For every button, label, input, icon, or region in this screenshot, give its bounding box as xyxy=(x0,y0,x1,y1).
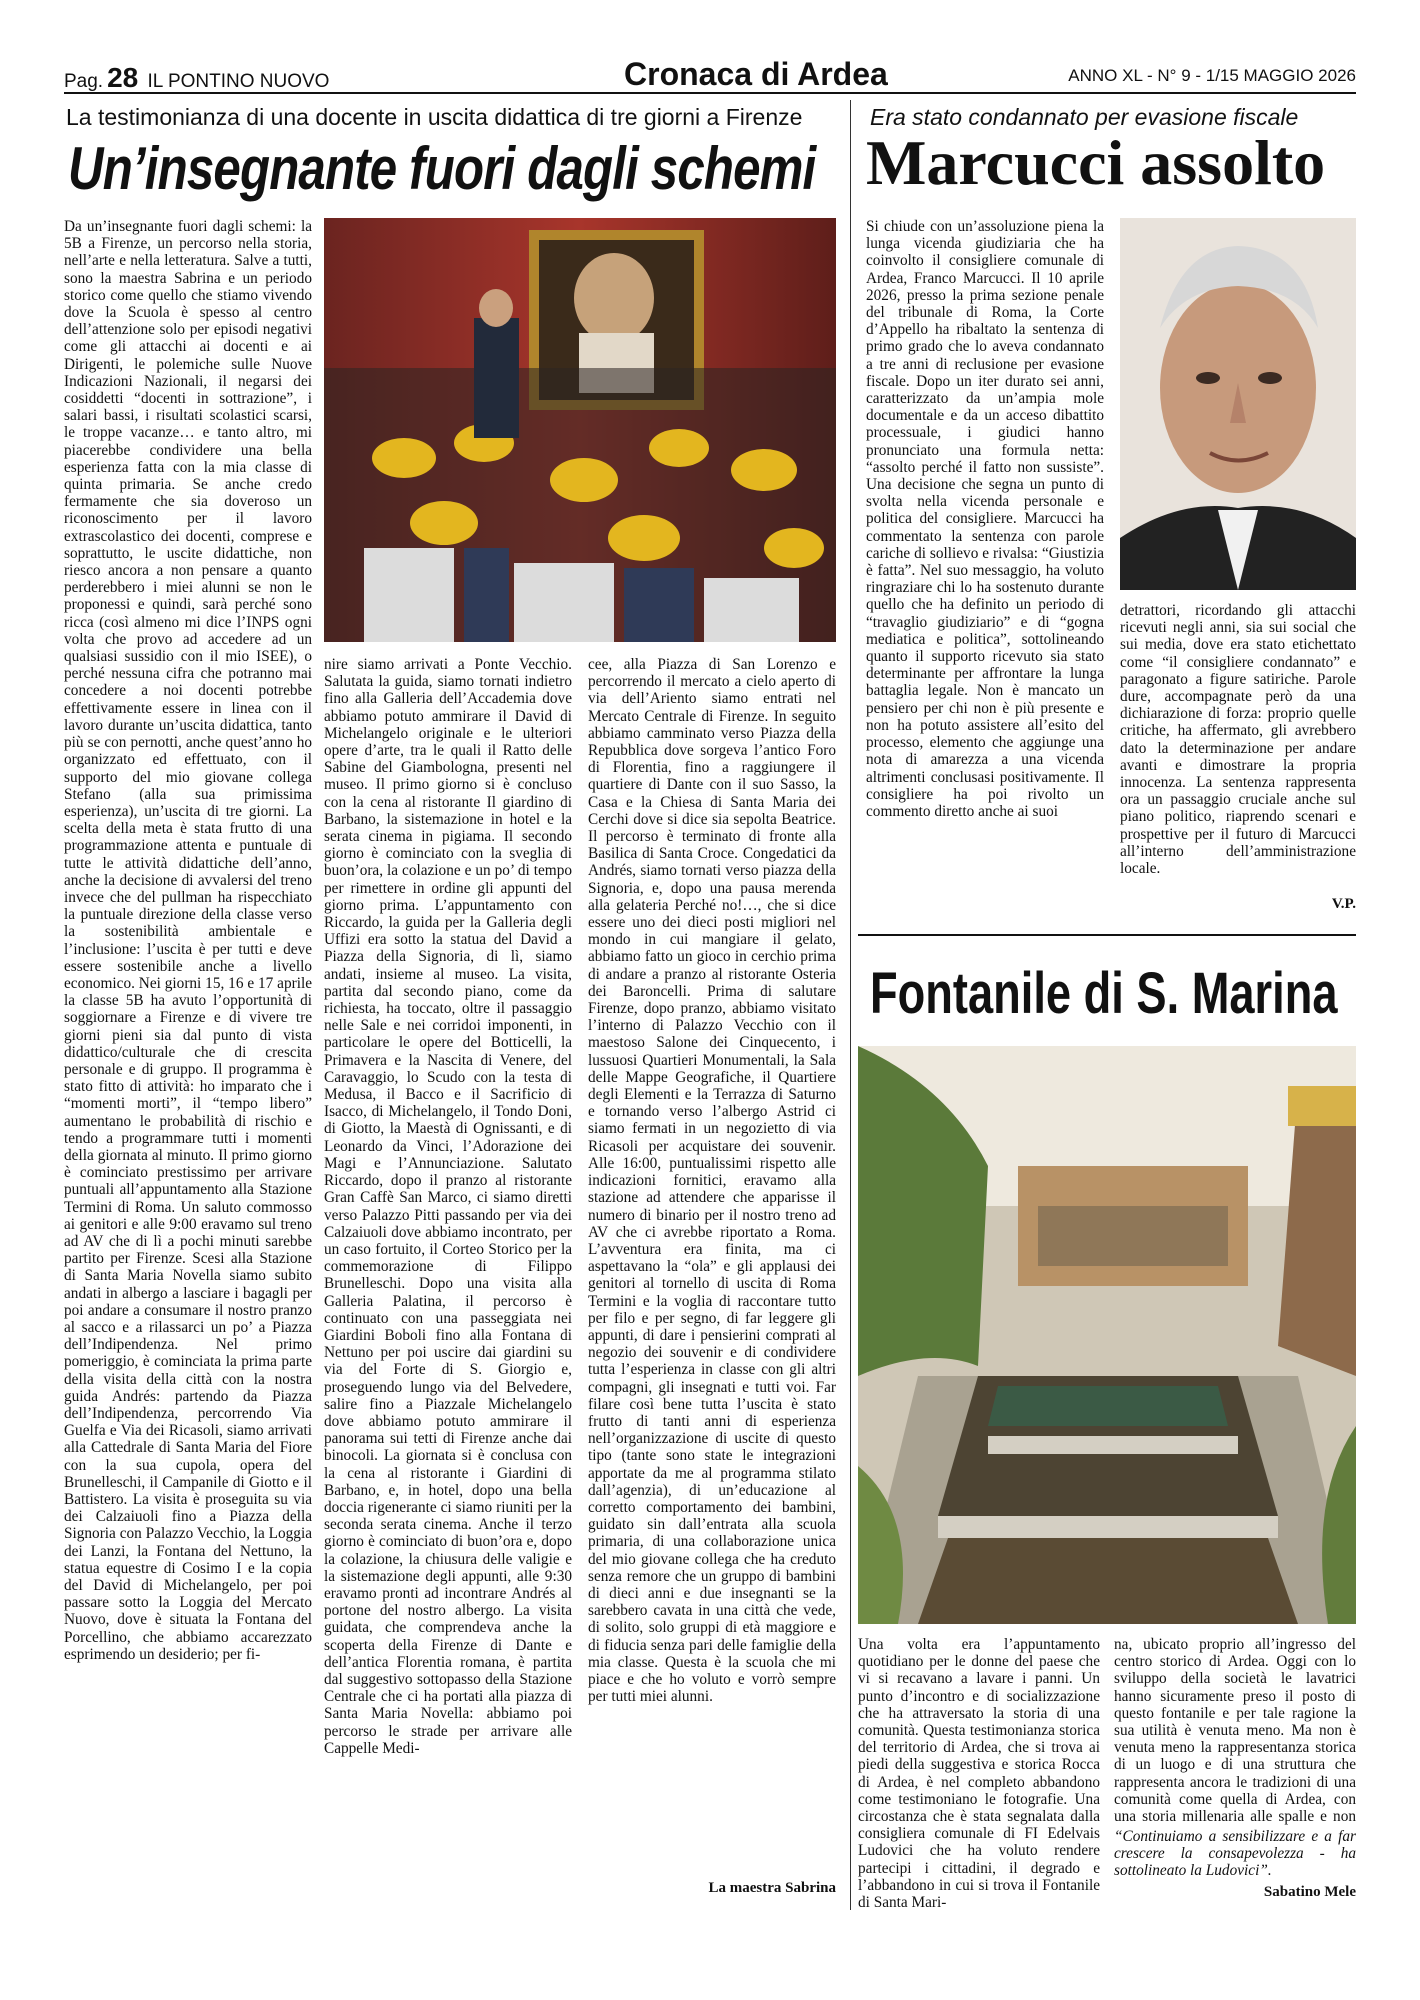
article2-signature: V.P. xyxy=(1331,896,1356,912)
article2-column-2 xyxy=(1120,602,1356,898)
article1-text-3: cee, alla Piazza di San Lorenzo e percorrendo il mercato a cielo aperto di via dell’Ariento siamo entrati nel Mercato Centrale di Firenze. In seguito abbiamo camminato verso Piazza della Repubblica dove sorgeva l’antico Foro di Florentia, fino a raggiungere il quartiere di Dante con il suo Sasso, la Casa e la Chiesa di Santa Maria dei Cerchi dove si dice sia sepolta Beatrice. Il percorso è terminato di fronte alla Basilica di Santa Croce. Congedatici da Andrés, siamo tornati verso piazza della Signoria, e, dopo una pausa merenda alla gelateria Perché no!…, che si dice essere uno dei dieci posti migliori nel mondo in cui mangiare il gelato, abbiamo fatto un gioco in cerchio prima di andare a pranzo al ristorante Osteria dei Baroncelli. Prima di salutare Firenze, dopo pranzo, abbiamo visitato l’interno di Palazzo Vecchio con il maestoso Salone dei Cinquecento, i lussuosi Quartieri Monumentali, la Sala delle Mappe Geografiche, il Quartiere degli Elementi e la Terrazza di Saturno e tornando verso l’albergo Astrid ci siamo fermati in un negozietto di via Ricasoli per acquistare dei souvenir. Alle 16:00, puntualissimi rispetto alle indicazioni fornitici, eravamo alla stazione ad attendere che apparisse il numero di binario per il nostro treno ad AV che ci avrebbe riportato a Roma. L’avventura era finita, ma ci aspettavano la “ola” e gli applausi dei genitori al tornello di uscita di Roma Termini e la voglia di raccontare tutto per filo e per segno, di far leggere gli appunti, di dare i pensierini comprati al negozio dei souvenir e di condividere tutta l’esperienza in classe con gli altri compagni, gli insegnati e tutti voi. Far filare così bene tutta l’uscita è stato frutto di tanti anni di esperienza nell’organizzazione di uscite di questo tipo (tante sono state le integrazioni apportate da me al programma stilato dall’agenzia), di un’educazione al corretto comportamento dei bambini, guidato sin dall’entrata alla scuola primaria, di una collaborazione unica del mio giovane collega che ha creduto senza remore che un gruppo di bambini di dieci anni e due insegnanti se la sarebbero cavata in una città che vede, di solito, solo gruppi di età maggiore e di fiducia senza pari delle famiglie della mia classe. Questa è la scuola che mi piace e che ho voluto e vorrò sempre per tutti miei alunni. xyxy=(588,656,836,1706)
fontanile-photo xyxy=(858,1046,1356,1624)
article3-quote xyxy=(1114,1828,1356,1882)
page-number-block xyxy=(64,62,329,94)
article3-column-1 xyxy=(858,1636,1100,1912)
issue-info: ANNO XL - N° 9 - 1/15 MAGGIO 2026 xyxy=(1068,66,1356,85)
article1-column-2 xyxy=(324,656,572,1906)
article3-text-1: Una volta era l’appuntamento quotidiano per le donne del paese che vi si recavano a lavare i panni. Un punto d’incontro e di socializzazione che ha attraversato la storia di una comunità. Questa testimonianza storica del territorio di Ardea, che si trova ai piedi della suggestiva e storica Rocca di Ardea, è nel completo abbandono come testimoniano le fotografie. Una circostanza che è stata segnalata dalla consigliera comunale di FI Edelvais Ludovici che ha voluto rendere partecipi i cittadini, il degrado e l’abbandono in cui si trova il Fontanile di Santa Mari- xyxy=(858,1636,1100,1912)
page-number: 28 xyxy=(107,62,139,93)
article1-column-3 xyxy=(588,656,836,1878)
article2-text-1: Si chiude con un’assoluzione piena la lunga vicenda giudiziaria che ha coinvolto il consigliere comunale di Ardea, Franco Marcucci. Il 10 aprile 2026, presso la prima sezione penale del tribunale di Roma, la Corte d’Appello ha ribaltato la sentenza di primo grado che lo aveva condannato a tre anni di reclusione per evasione fiscale. Dopo un iter durato sei anni, caratterizzato da un’ampia mole documentale e da un acceso dibattito processuale, i giudici hanno pronunciato una formula netta: “assolto perché il fatto non sussiste”. Una decisione che segna un punto di svolta nella vicenda personale e politica del consigliere. Marcucci ha commentato la sentenza con parole cariche di sollievo e rivalsa: “Giustizia è fatta”. Nel suo messaggio, ha voluto ringraziare chi lo ha sostenuto durante quello che ha definito un periodo di “travaglio giudiziario” e di “gogna mediatica e politica”, sottolineando quanto il supporto ricevuto sia stato determinante per affrontare la lunga battaglia legale. Non è mancato un pensiero per chi non è più presente e non ha potuto assistere all’esito del processo, elemento che aggiunge una nota di amarezza a una vicenda altrimenti conclusasi positivamente. Il consigliere ha poi rivolto un commento diretto anche ai suoi xyxy=(866,218,1104,820)
article1-kicker: La testimonianza di una docente in uscita didattica di tre giorni a Firenze xyxy=(66,104,803,130)
article2-text-2: detrattori, ricordando gli attacchi ricevuti negli anni, sia sui social che sui media, dove era stato etichettato come “il consigliere condannato” e paragonato a figure satiriche. Parole dure, accompagnate però da una dichiarazione di forza: proprio quelle critiche, ha affermato, gli avrebbero dato la determinazione per andare avanti e dimostrare la propria innocenza. La sentenza rappresenta ora un passaggio cruciale anche sul piano politico, riaprendo scenari e prospettive per il futuro di Marcucci all’interno dell’amministrazione locale. xyxy=(1120,602,1356,878)
article1-text-2: nire siamo arrivati a Ponte Vecchio. Salutata la guida, siamo tornati indietro fino alla Galleria dell’Accademia dove abbiamo potuto ammirare il David di Michelangelo originale e le ulteriori opere d’arte, tra le quali il Ratto delle Sabine del Giambologna, presenti nel museo. Il primo giorno si è concluso con la cena al ristorante Il giardino di Barbano, la sistemazione in hotel e la serata cinema in pigiama. Il secondo giorno è cominciato con la sveglia di buon’ora, la colazione e un po’ di tempo per rimettere in ordine gli appunti del giorno prima. L’appuntamento con Riccardo, la guida per la Galleria degli Uffizi era sotto la statua del David a Piazza della Signoria, di lì, siamo andati, insieme al museo. La visita, partita dal secondo piano, come da richiesta, ha toccato, oltre il passaggio nelle Sale e nei corridoi imponenti, in particolare le opere del Botticelli, la Primavera e la Nascita di Venere, del Caravaggio, lo Scudo con la testa di Medusa, il Bacco e il Sacrificio di Isacco, di Michelangelo, il Tondo Doni, di Giotto, la Maestà di Ognissanti, e di Leonardo da Vinci, l’Adorazione dei Magi e l’Annunciazione. Salutato Riccardo, dopo il pranzo al ristorante Gran Caffè San Marco, ci siamo diretti verso Palazzo Pitti passando per via dei Calzaiuoli dove abbiamo incontrato, per un caso fortuito, il Corteo Storico per la commemorazione di Filippo Brunelleschi. Dopo una visita alla Galleria Palatina, il percorso è continuato con una passeggiata nei Giardini Boboli fino alla Fontana di Nettuno per poi uscire dai giardini su via del Forte di S. Giorgio e, proseguendo lungo via del Belvedere, salire fino a Piazzale Michelangelo dove abbiamo potuto ammirare il panorama sui tetti di Firenze anche dai binocoli. La giornata si è conclusa con la cena al ristorante i Giardini di Barbano, e, in hotel, dopo una bella doccia rigenerante ci siamo riuniti per la seconda serata cinema. Anche il terzo giorno è cominciato di buon’ora e, dopo la colazione, la chiusura delle valigie e la sistemazione degli appunti, alle 9:30 eravamo pronti ad incontrare Andrés al portone del nostro albergo. La visita guidata, che comprendeva anche la scoperta della Firenze di Dante e dell’antica Florentia romana, è partita dal suggestivo sottopasso della Stazione Centrale che ci ha portati alla piazza di Santa Maria Novella: abbiamo poi percorso le strade per arrivare alle Cappelle Medi- xyxy=(324,656,572,1757)
article3-signature: Sabatino Mele xyxy=(1263,1884,1356,1900)
article2-column-1 xyxy=(866,218,1104,910)
newspaper-name: IL PONTINO NUOVO xyxy=(147,71,330,92)
article3-title: Fontanile di S. Marina xyxy=(870,961,1338,1026)
article1-text-1: Da un’insegnante fuori dagli schemi: la 5B a Firenze, un percorso nella storia, nell’arte e nella letteratura. Salve a tutti, sono la maestra Sabrina e un periodo storico come quello che stiamo vivendo dove la Scuola è spesso al centro dell’attenzione solo per episodi negativi come gli attacchi ai docenti e ai Dirigenti, le polemiche sulle Nuove Indicazioni Nazionali, il negarsi dei cosiddetti “docenti in sottrazione”, i salari bassi, i risultati scolastici scarsi, le troppe vacanze… e tanto altro, mi piacerebbe condividere una bella esperienza fatta con la mia classe di quinta primaria. Se anche credo fermamente che sia doveroso un riconoscimento per il lavoro extrascolastico dei docenti, comprese e soprattutto, le uscite didattiche, non riesco ancora a non pensare a quanto perderebbero i miei alunni se non le proponessi e quindi, sarà perché sono ricca (così almeno mi dice l’INPS ogni volta che provo ad accedere ad un qualsiasi sussidio con il mio ISEE), o perché nessuna cifra che potranno mai concedere a noi docenti potrebbe effettivamente essere in linea con il lavoro durante un’uscita didattica, tanto più se con pernotti, anche quest’anno ho organizzato ed effettuato, con il supporto del mio giovane collega Stefano (alla sua primissima esperienza), un’uscita di tre giorni. La scelta della meta è stata frutto di una programmazione attenta e puntuale di tutte le attività didattiche dell’anno, anche la decisione di avvalersi del treno invece che del pullman ha rispecchiato la puntuale direzione della classe verso la sostenibilità ambientale e l’inclusione: l’uscita è per tutti e deve essere sostenibile anche a livello economico. Nei giorni 15, 16 e 17 aprile la classe 5B ha avuto l’opportunità di soggiornare a Firenze e di vivere tre giorni pieni sia dal punto di vista didattico/culturale che di crescita personale e di gruppo. Il programma è stato fitto di attività: ho imparato che i “momenti morti”, il “tempo libero” aumentano le probabilità di rischio e tendo a programmare tutti i momenti della giornata al minuto. Il primo giorno è cominciato prestissimo per arrivare puntuali all’appuntamento alla Stazione Termini di Roma. Un saluto commosso ai genitori e alle 9:00 eravamo sul treno ad AV che di lì a pochi minuti sarebbe partito per Firenze. Scesi alla Stazione di Santa Maria Novella siamo subito andati in albergo a lasciare i bagagli per poi andare a consumare il nostro pranzo al sacco e a rilassarci un po’ a Piazza dell’Indipendenza. Nel primo pomeriggio, è cominciata la prima parte della visita della città con la nostra guida Andrés: partendo da Piazza dell’Indipendenza, percorrendo Via Guelfa e Via dei Ricasoli, siamo arrivati alla Cattedrale di Santa Maria del Fiore con la sua cupola, opera del Brunelleschi, il Campanile di Giotto e il Battistero. La visita è proseguita su via dei Calzaiuoli fino a Piazza della Signoria con Palazzo Vecchio, la Loggia dei Lanzi, la Fontana del Nettuno, la statua equestre di Cosimo I e la copia del David di Michelangelo, per poi passare sotto la Loggia del Mercato Nuovo, dove è situata la Fontana del Porcellino, che abbiamo accarezzato esprimendo un desiderio; per fi- xyxy=(64,218,312,1663)
column-divider xyxy=(850,100,851,1910)
article3-quote-text: “Continuiamo a sensibilizzare e a far crescere la consapevolezza - ha sottolineato la Ludovici”. xyxy=(1114,1828,1356,1880)
marcucci-portrait-photo xyxy=(1120,218,1356,590)
page-header xyxy=(64,56,1356,94)
article1-title: Un’insegnante fuori dagli schemi xyxy=(68,135,816,202)
section-title: Cronaca di Ardea xyxy=(624,56,888,92)
article2-title: Marcucci assolto xyxy=(866,127,1326,198)
article3-column-2 xyxy=(1114,1636,1356,1826)
article1-signature: La maestra Sabrina xyxy=(708,1880,836,1896)
article1-column-1 xyxy=(64,218,312,1906)
article2-kicker: Era stato condannato per evasione fiscale xyxy=(870,104,1299,130)
classroom-museum-photo xyxy=(324,218,836,642)
article3-text-2: na, ubicato proprio all’ingresso del centro storico di Ardea. Oggi con lo sviluppo della società le lavatrici hanno sicuramente preso il posto di questo fontanile e per tale ragione la sua utilità è venuta meno. Ma non è venuta meno la rappresentanza storica di un luogo e di una struttura che rappresenta ancora le tradizioni di una comunità come quella di Ardea, con una storia millenaria alle spalle e non xyxy=(1114,1636,1356,1826)
section-divider xyxy=(858,934,1356,936)
page-label: Pag. xyxy=(64,71,104,92)
